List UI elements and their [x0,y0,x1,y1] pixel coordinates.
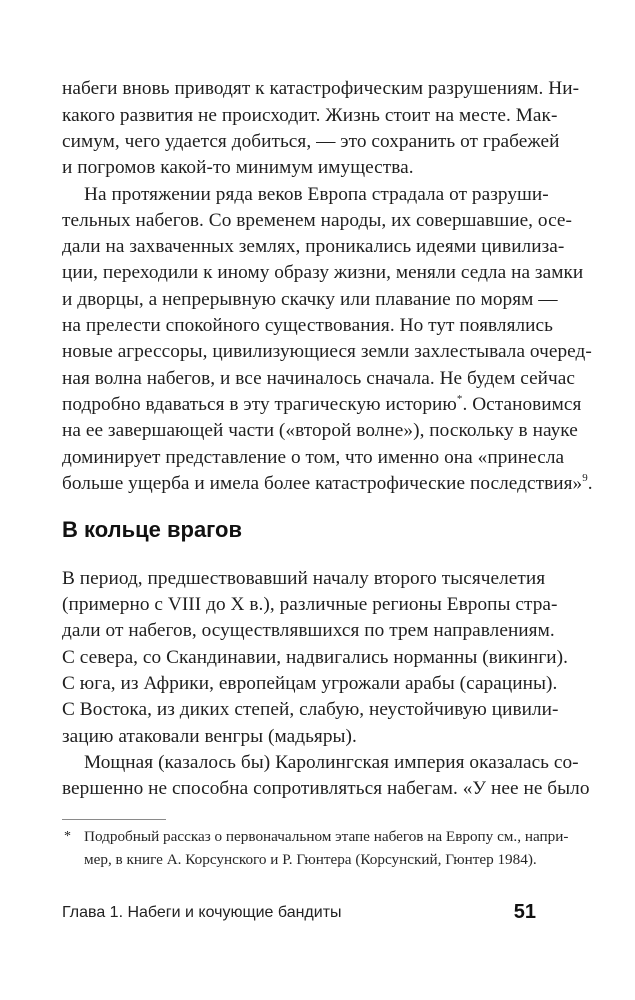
para3-line-5: С юга, из Африки, европейцам угрожали арабы (сарацины). [62,673,558,694]
para4-line-1: Мощная (казалось бы) Каролингская империя оказалась со- [84,752,579,773]
para1-line-1: набеги вновь приводят к катастрофическим разрушениям. Ни- [62,78,580,99]
para2-line-10: на ее завершающей части («второй волне»), поскольку в науке [62,420,578,441]
para2-line-12 [62,471,593,497]
footnote-reference-mark: * [456,393,463,405]
para1-line-2: какого развития не происходит. Жизнь стоит на месте. Мак- [62,105,558,126]
para2-line-11: доминирует представление о том, что именно она «принесла [62,447,565,468]
para3-line-2: (примерно с VIII до X в.), различные регионы Европы стра- [62,594,558,615]
para2-line-1: На протяжении ряда веков Европа страдала от разруши- [84,184,549,205]
para2-line-8: ная волна набегов, и все начиналось сначала. Не будем сейчас [62,368,576,389]
running-head: Глава 1. Набеги и кочующие бандиты [62,904,342,921]
endnote-reference: 9 [582,472,588,484]
footnote-line-2: мер, в книге А. Корсунского и Р. Гюнтера (Корсунский, Гюнтер 1984). [84,851,537,868]
para2-line-4: ции, переходили к иному образу жизни, меняли седла на замки [62,262,584,283]
para4-line-2: вершенно не способна сопротивляться набегам. «У нее не было [62,778,590,799]
para2-end-period: . [587,473,593,494]
para2-line-6: на прелести спокойного существования. Но тут появлялись [62,315,553,336]
para3-line-3: дали от набегов, осуществлявшихся по трем направлениям. [62,620,555,641]
para2-line-12-text: больше ущерба и имела более катастрофические последствия» [62,473,583,494]
para1-line-4: и погромов какой-то минимум имущества. [62,157,414,178]
para2-line-7: новые агрессоры, цивилизующиеся земли захлестывала очеред- [62,341,592,362]
para2-line-9-tail: . Остановимся [462,394,582,415]
footnote-line-1: Подробный рассказ о первоначальном этапе набегов на Европу см., напри- [84,828,569,845]
para2-line-5: и дворцы, а непрерывную скачку или плавание по морям — [62,289,558,310]
para3-line-7: зацию атаковали венгры (мадьяры). [62,726,357,747]
para2-line-3: дали на захваченных землях, проникались идеями цивилиза- [62,236,565,257]
footnote-mark: * [64,829,71,844]
para3-line-4: С севера, со Скандинавии, надвигались норманны (викинги). [62,647,569,668]
para2-line-9-text: подробно вдаваться в эту трагическую историю [62,394,457,415]
para3-line-1: В период, предшествовавший началу второго тысячелетия [62,568,546,589]
footnote-separator [62,819,166,820]
section-heading: В кольце врагов [62,517,243,542]
para2-line-2: тельных набегов. Со временем народы, их совершавшие, осе- [62,210,573,231]
page-number: 51 [513,901,536,923]
para1-line-3: симум, чего удается добиться, — это сохранить от грабежей [62,131,560,152]
para3-line-6: С Востока, из диких степей, слабую, неустойчивую цивили- [62,699,559,720]
para2-line-9 [62,392,581,418]
